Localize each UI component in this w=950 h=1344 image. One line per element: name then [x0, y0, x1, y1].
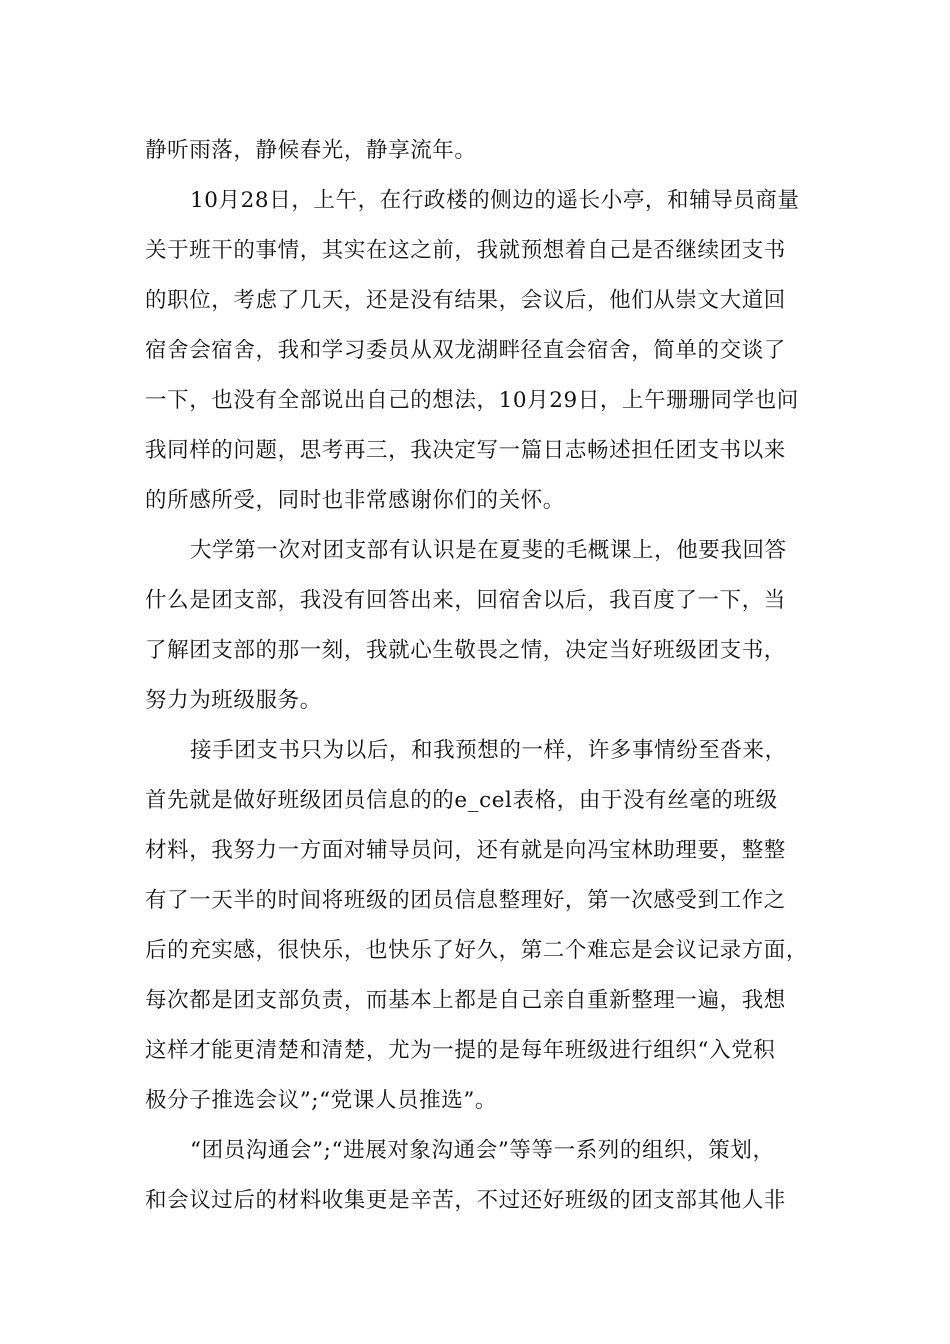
text-line: 材料，我努力一方面对辅导员问，还有就是向冯宝林助理要，整整	[145, 838, 786, 863]
text-line: 静听雨落，静候春光，静享流年。	[145, 138, 477, 163]
paragraph-first-line: 接手团支书只为以后，和我预想的一样，许多事情纷至沓来，	[190, 738, 787, 763]
paragraph-first-line: 10月28日，上午，在行政楼的侧边的遥长小亭，和辅导员商量	[190, 188, 800, 213]
paragraph-first-line: “团员沟通会”;“进展对象沟通会”等等一系列的组织，策划，	[190, 1138, 775, 1163]
paragraph-first-line: 大学第一次对团支部有认识是在夏斐的毛概课上，他要我回答	[190, 538, 787, 563]
text-line: 有了一天半的时间将班级的团员信息整理好，第一次感受到工作之	[145, 888, 786, 913]
text-line: 这样才能更清楚和清楚，尤为一提的是每年班级进行组织“入党积	[145, 1038, 776, 1063]
text-line: 关于班干的事情，其实在这之前，我就预想着自己是否继续团支书	[145, 238, 786, 263]
text-line: 宿舍会宿舍，我和学习委员从双龙湖畔径直会宿舍，简单的交谈了	[145, 338, 786, 363]
text-line: 极分子推选会议”;“党课人员推选”。	[145, 1088, 498, 1113]
text-line: 的所感所受，同时也非常感谢你们的关怀。	[145, 488, 565, 513]
text-line: 努力为班级服务。	[145, 688, 322, 713]
text-line: 的职位，考虑了几天，还是没有结果，会议后，他们从崇文大道回	[145, 288, 786, 313]
text-line: 后的充实感，很快乐，也快乐了好久，第二个难忘是会议记录方面，	[145, 938, 809, 963]
text-line: 每次都是团支部负责，而基本上都是自己亲自重新整理一遍，我想	[145, 988, 786, 1013]
text-line: 一下，也没有全部说出自己的想法，10月29日，上午珊珊同学也问	[145, 388, 799, 413]
text-line: 我同样的问题，思考再三，我决定写一篇日志畅述担任团支书以来	[145, 438, 786, 463]
text-line: 首先就是做好班级团员信息的的e_cel表格，由于没有丝毫的班级	[145, 788, 778, 813]
text-line: 了解团支部的那一刻，我就心生敬畏之情，决定当好班级团支书，	[145, 638, 786, 663]
text-line: 和会议过后的材料收集更是辛苦，不过还好班级的团支部其他人非	[145, 1188, 786, 1213]
text-line: 什么是团支部，我没有回答出来，回宿舍以后，我百度了一下，当	[145, 588, 786, 613]
